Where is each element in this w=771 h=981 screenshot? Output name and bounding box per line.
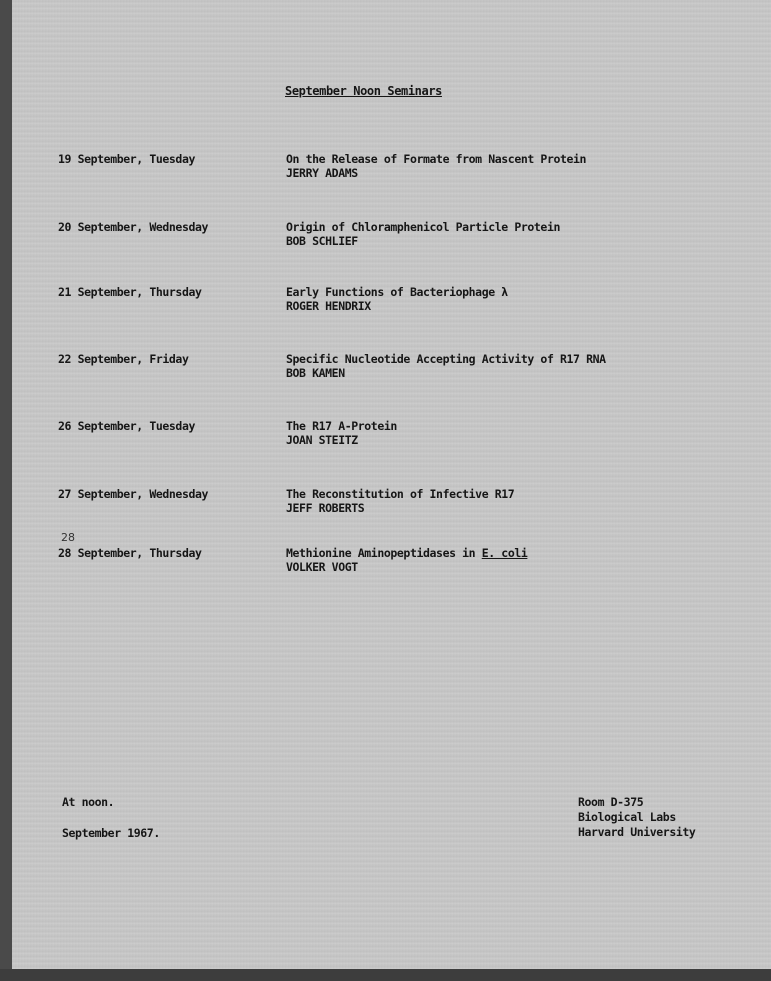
seminar-speaker: JERRY ADAMS	[286, 166, 358, 180]
seminar-speaker: BOB SCHLIEF	[286, 234, 358, 248]
seminar-date: 26 September, Tuesday	[58, 419, 195, 433]
footer-room: Room D-375	[578, 795, 644, 809]
seminar-speaker: JEFF ROBERTS	[286, 501, 365, 515]
seminar-date: 27 September, Wednesday	[58, 487, 209, 501]
footer-university: Harvard University	[578, 825, 696, 839]
page-left-shadow	[0, 0, 12, 981]
seminar-talk-title: Early Functions of Bacteriophage λ	[286, 285, 508, 299]
handwritten-date-correction: 28	[61, 531, 75, 544]
seminar-talk-title: Origin of Chloramphenicol Particle Protein	[286, 220, 560, 234]
seminar-talk-title	[286, 546, 527, 560]
footer-time: At noon.	[62, 795, 115, 809]
seminar-date: 19 September, Tuesday	[58, 152, 195, 166]
seminar-talk-title: The Reconstitution of Infective R17	[286, 487, 515, 501]
document-title: September Noon Seminars	[285, 84, 442, 98]
seminar-date: 20 September, Wednesday	[58, 220, 209, 234]
seminar-speaker: JOAN STEITZ	[286, 433, 358, 447]
organism-name: E. coli	[481, 546, 528, 560]
document-page	[12, 0, 771, 969]
seminar-speaker: VOLKER VOGT	[286, 560, 358, 574]
footer-building: Biological Labs	[578, 810, 676, 824]
seminar-talk-title: On the Release of Formate from Nascent Protein	[286, 152, 587, 166]
seminar-date: 22 September, Friday	[58, 352, 189, 366]
seminar-talk-title-prefix: Methionine Aminopeptidases in	[286, 546, 482, 560]
seminar-speaker: ROGER HENDRIX	[286, 299, 371, 313]
seminar-speaker: BOB KAMEN	[286, 366, 345, 380]
footer-month: September 1967.	[62, 826, 160, 840]
seminar-talk-title: The R17 A-Protein	[286, 419, 397, 433]
page-bottom-shadow	[0, 969, 771, 981]
seminar-talk-title: Specific Nucleotide Accepting Activity of R17 RNA	[286, 352, 606, 366]
seminar-date: 21 September, Thursday	[58, 285, 202, 299]
seminar-date: 28 September, Thursday	[58, 546, 202, 560]
